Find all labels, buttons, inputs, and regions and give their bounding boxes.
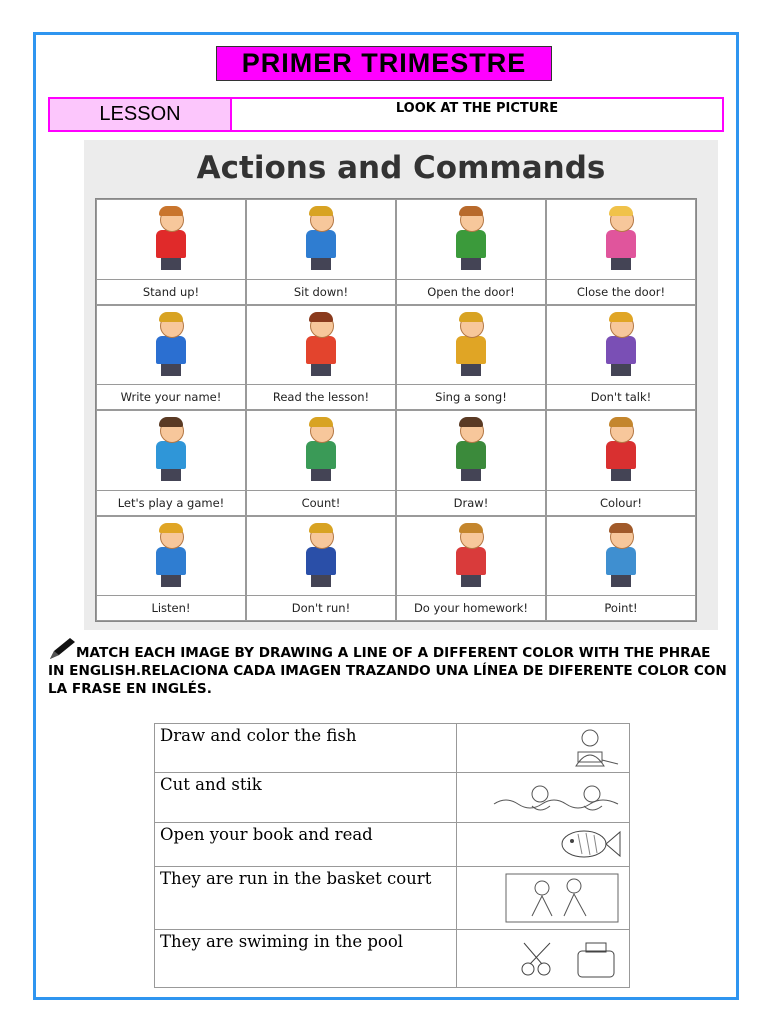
match-phrase: They are run in the basket court [155,867,457,929]
poster-caption: Colour! [547,490,695,515]
boy-running-icon [247,517,395,596]
girl-standing-icon [97,200,245,279]
poster-title: Actions and Commands [196,150,606,186]
poster-cell [396,199,546,305]
page-title: PRIMER TRIMESTRE [216,46,552,81]
poster-caption: Close the door! [547,279,695,304]
poster-cell [546,199,696,305]
pencil-icon [48,637,76,661]
table-row [155,724,630,773]
poster-caption: Listen! [97,595,245,620]
poster-caption: Stand up! [97,279,245,304]
boy-pointing-icon [547,517,695,596]
match-phrase: Cut and stik [155,773,457,822]
boy-listening-icon [97,517,245,596]
door-open-icon [397,200,545,279]
poster-caption: Write your name! [97,384,245,409]
fish-icon[interactable] [456,822,629,866]
children-swimming-icon[interactable] [456,773,629,822]
poster-caption: Point! [547,595,695,620]
actions-commands-poster [84,140,718,630]
match-table [154,723,630,988]
poster-caption: Let's play a game! [97,490,245,515]
instruction [48,637,728,698]
poster-caption: Open the door! [397,279,545,304]
poster-caption: Don't run! [247,595,395,620]
poster-cell [396,305,546,411]
lesson-label: LESSON [50,99,232,130]
poster-caption: Sing a song! [397,384,545,409]
poster-cell [396,516,546,622]
lesson-row [48,97,724,132]
table-row [155,867,630,929]
poster-caption: Draw! [397,490,545,515]
poster-cell [546,410,696,516]
girl-coloring-icon [547,411,695,490]
boy-sitting-icon [247,200,395,279]
boy-counting-icon [247,411,395,490]
boy-writing-icon [97,306,245,385]
scissors-and-glue-icon[interactable] [456,929,629,987]
instruction-text: MATCH EACH IMAGE BY DRAWING A LINE OF A DIFFERENT COLOR WITH THE PHRAE IN ENGLISH.RELACIONA CADA IMAGEN TRAZANDO UNA LÍNEA DE DIFERENTE COLOR CON LA FRASE EN INGLÉS. [48,645,727,697]
boy-singing-icon [397,306,545,385]
poster-cell [546,305,696,411]
girl-homework-icon [397,517,545,596]
table-row [155,929,630,987]
poster-cell [96,305,246,411]
table-row [155,822,630,866]
table-row [155,773,630,822]
boy-easel-icon [397,411,545,490]
children-running-icon[interactable] [456,867,629,929]
lesson-value: LOOK AT THE PICTURE [395,101,559,116]
poster-caption: Do your homework! [397,595,545,620]
girl-shush-icon [547,306,695,385]
poster-caption: Count! [247,490,395,515]
door-closed-icon [547,200,695,279]
match-phrase: Draw and color the fish [155,724,457,773]
poster-cell [546,516,696,622]
match-phrase: They are swiming in the pool [155,929,457,987]
girl-reading-icon [247,306,395,385]
poster-cell [96,516,246,622]
poster-caption: Don't talk! [547,384,695,409]
poster-cell [396,410,546,516]
match-phrase: Open your book and read [155,822,457,866]
poster-caption: Read the lesson! [247,384,395,409]
poster-cell [96,199,246,305]
poster-cell [96,410,246,516]
poster-cell [246,305,396,411]
poster-cell [246,199,396,305]
poster-caption: Sit down! [247,279,395,304]
poster-cell [246,516,396,622]
boy-blocks-icon [97,411,245,490]
child-reading-book-icon[interactable] [456,724,629,773]
poster-cell [246,410,396,516]
poster-grid [95,198,697,622]
